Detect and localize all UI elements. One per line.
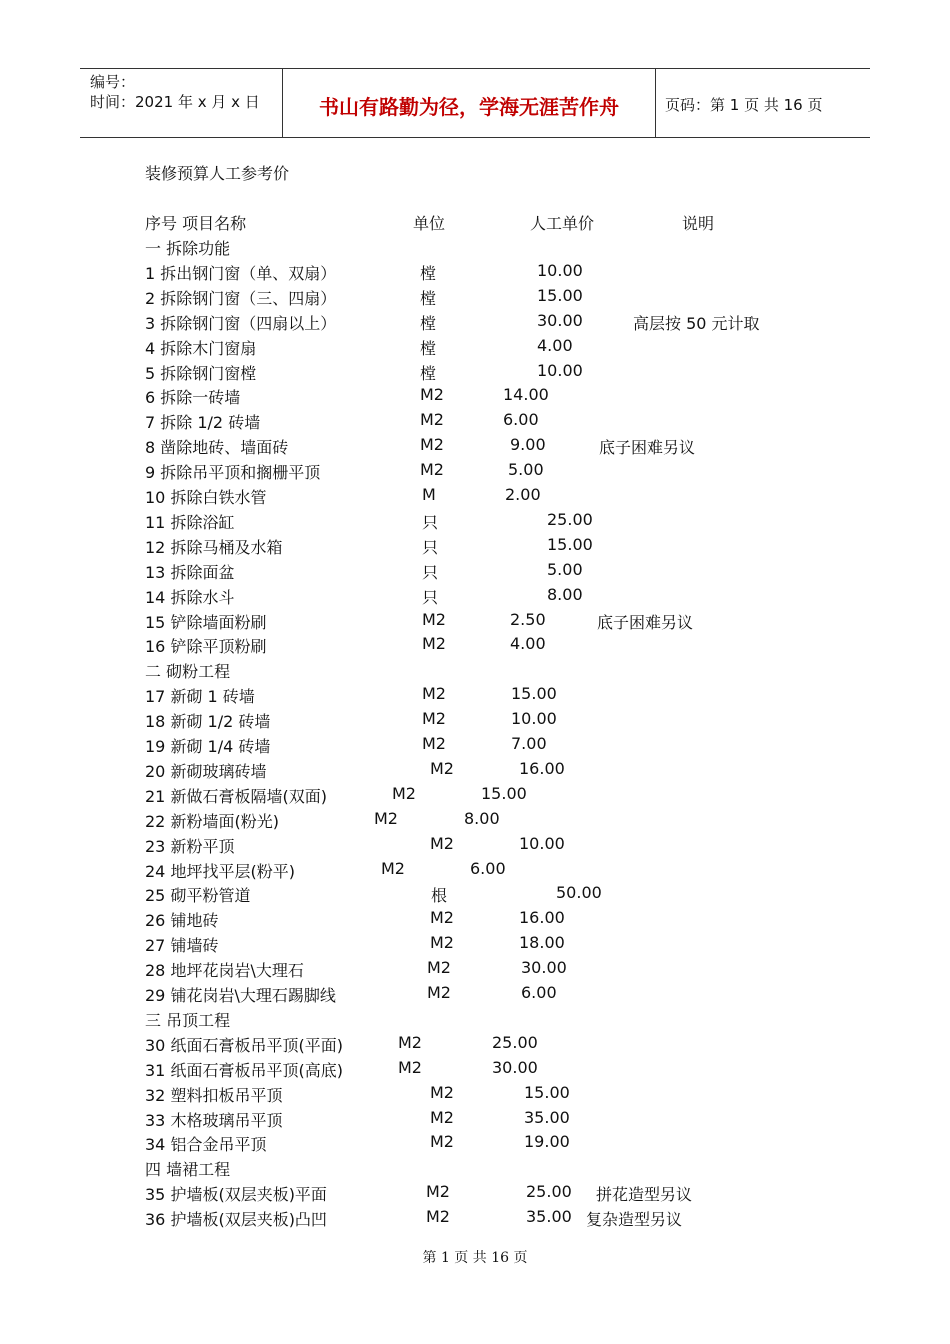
table-row [0, 933, 950, 957]
table-row [0, 1182, 950, 1206]
table-row [0, 560, 950, 584]
table-row [0, 684, 950, 708]
item-price: 16.00 [519, 908, 565, 928]
item-name: 34 铝合金吊平顶 [145, 1135, 267, 1155]
item-unit: M2 [392, 783, 416, 803]
item-price: 15.00 [481, 783, 527, 803]
col-seq-name: 序号 项目名称 [145, 214, 247, 233]
table-row [0, 709, 950, 733]
table-row [0, 634, 950, 658]
col-note: 说明 [682, 214, 715, 233]
table-row [0, 1058, 950, 1082]
table-row [0, 286, 950, 310]
item-unit: M2 [426, 1207, 450, 1227]
item-unit: M2 [398, 1032, 422, 1052]
item-name: 4 拆除木门窗扇 [145, 338, 257, 358]
table-row [0, 585, 950, 609]
item-unit: 樘 [420, 263, 437, 283]
table-row [0, 734, 950, 758]
col-price: 人工单价 [530, 214, 595, 233]
item-unit: M2 [420, 385, 444, 405]
item-name: 24 地坪找平层(粉平) [145, 861, 295, 881]
item-name: 28 地坪花岗岩\大理石 [145, 961, 304, 981]
item-unit: M2 [430, 908, 454, 928]
header-page-label: 页码：第 1 页 共 16 页 [665, 96, 823, 114]
item-price: 4.00 [537, 335, 573, 355]
table-row [0, 336, 950, 360]
item-unit: M2 [427, 983, 451, 1002]
item-note: 高层按 50 元计取 [633, 313, 760, 333]
item-price: 30.00 [521, 958, 567, 978]
item-name: 15 铲除墙面粉刷 [145, 612, 267, 632]
item-price: 30.00 [492, 1057, 538, 1077]
item-price: 9.00 [510, 435, 546, 455]
item-unit: M2 [430, 1132, 454, 1152]
header-motto-cell [282, 69, 656, 137]
col-unit: 单位 [413, 214, 446, 233]
item-unit: M2 [430, 758, 454, 778]
item-unit: M2 [398, 1057, 422, 1077]
item-name: 7 拆除 1/2 砖墙 [145, 413, 261, 433]
item-unit: 只 [422, 587, 439, 607]
item-name: 1 拆出钢门窗（单、双扇） [145, 263, 337, 283]
section-title: 一 拆除功能 [145, 239, 231, 258]
item-price: 6.00 [503, 410, 539, 430]
item-note: 拼花造型另议 [596, 1185, 693, 1205]
table-row [0, 435, 950, 459]
item-price: 25.00 [526, 1182, 572, 1202]
table-row [0, 958, 950, 982]
item-unit: M2 [422, 609, 446, 629]
item-price: 15.00 [547, 534, 593, 554]
item-name: 3 拆除钢门窗（四扇以上） [145, 313, 337, 333]
table-row [0, 1033, 950, 1057]
table-row [0, 535, 950, 559]
section-header [0, 1008, 950, 1032]
table-row [0, 510, 950, 534]
table-row [0, 1083, 950, 1107]
item-unit: M2 [430, 1082, 454, 1102]
item-name: 26 铺地砖 [145, 911, 219, 931]
section-header [0, 659, 950, 683]
item-unit: M2 [430, 833, 454, 853]
item-price: 2.00 [505, 485, 541, 504]
item-price: 35.00 [524, 1107, 570, 1127]
item-price: 8.00 [464, 808, 500, 828]
item-name: 33 木格玻璃吊平顶 [145, 1110, 283, 1130]
table-row [0, 1108, 950, 1132]
item-unit: 只 [422, 562, 439, 582]
item-name: 18 新砌 1/2 砖墙 [145, 712, 271, 732]
item-name: 32 塑料扣板吊平顶 [145, 1085, 283, 1105]
item-price: 10.00 [537, 260, 583, 280]
item-name: 20 新砌玻璃砖墙 [145, 761, 267, 781]
table-row [0, 311, 950, 335]
table-row [0, 859, 950, 883]
item-price: 25.00 [547, 509, 593, 529]
item-name: 19 新砌 1/4 砖墙 [145, 737, 271, 756]
item-unit: M2 [422, 734, 446, 753]
section-title: 四 墙裙工程 [145, 1160, 231, 1180]
item-name: 27 铺墙砖 [145, 936, 219, 956]
item-name: 14 拆除水斗 [145, 587, 235, 607]
item-price: 10.00 [537, 360, 583, 380]
item-unit: M2 [422, 634, 446, 654]
table-row [0, 385, 950, 409]
item-name: 12 拆除马桶及水箱 [145, 537, 283, 557]
item-price: 10.00 [511, 709, 557, 729]
item-name: 11 拆除浴缸 [145, 512, 235, 532]
item-unit: 根 [431, 886, 448, 906]
table-row [0, 1207, 950, 1231]
item-unit: M2 [427, 958, 451, 978]
item-price: 4.00 [510, 634, 546, 654]
item-price: 6.00 [521, 983, 557, 1002]
item-price: 18.00 [519, 933, 565, 953]
item-unit: M2 [374, 808, 398, 828]
item-price: 25.00 [492, 1032, 538, 1052]
item-note: 底子困难另议 [599, 438, 696, 458]
item-name: 29 铺花岗岩\大理石踢脚线 [145, 986, 336, 1005]
section-header [0, 1157, 950, 1181]
table-row [0, 809, 950, 833]
item-price: 19.00 [524, 1132, 570, 1152]
item-unit: M2 [430, 1107, 454, 1127]
item-price: 5.00 [547, 559, 583, 579]
item-unit: M [422, 485, 436, 504]
table-row [0, 361, 950, 385]
item-unit: M2 [420, 410, 444, 430]
item-name: 31 纸面石膏板吊平顶(高底) [145, 1060, 343, 1080]
item-name: 17 新砌 1 砖墙 [145, 687, 255, 707]
item-unit: M2 [420, 460, 444, 480]
item-unit: M2 [426, 1182, 450, 1202]
table-row [0, 261, 950, 285]
section-title: 二 砌粉工程 [145, 662, 231, 682]
item-price: 14.00 [503, 385, 549, 405]
item-price: 15.00 [524, 1082, 570, 1102]
item-price: 16.00 [519, 758, 565, 778]
motto-text: 书山有路勤为径，学海无涯苦作舟 [319, 95, 619, 119]
item-name: 10 拆除白铁水管 [145, 488, 267, 507]
item-name: 5 拆除钢门窗樘 [145, 363, 257, 383]
item-name: 23 新粉平顶 [145, 836, 235, 856]
item-price: 8.00 [547, 584, 583, 604]
item-unit: 樘 [420, 338, 437, 358]
item-unit: 樘 [420, 288, 437, 308]
header-meta-cell [80, 69, 282, 137]
item-unit: 只 [422, 537, 439, 557]
item-price: 5.00 [508, 460, 544, 480]
item-name: 21 新做石膏板隔墙(双面) [145, 786, 327, 806]
table-row [0, 784, 950, 808]
section-header [0, 236, 950, 260]
item-note: 复杂造型另议 [586, 1210, 683, 1230]
section-title: 三 吊顶工程 [145, 1010, 231, 1030]
serial-label: 编号： [90, 73, 136, 91]
table-row [0, 610, 950, 634]
item-unit: M2 [430, 933, 454, 953]
item-name: 22 新粉墙面(粉光) [145, 811, 279, 831]
document-header [80, 68, 870, 138]
item-unit: M2 [422, 709, 446, 729]
table-row [0, 883, 950, 907]
item-name: 6 拆除一砖墙 [145, 388, 241, 408]
document-title: 装修预算人工参考价 [145, 164, 290, 183]
table-row [0, 908, 950, 932]
item-price: 7.00 [511, 734, 547, 753]
item-note: 底子困难另议 [597, 612, 694, 632]
item-price: 15.00 [511, 684, 557, 704]
item-name: 35 护墙板(双层夹板)平面 [145, 1185, 327, 1205]
item-name: 25 砌平粉管道 [145, 886, 251, 906]
item-unit: M2 [422, 684, 446, 704]
table-row [0, 983, 950, 1007]
item-price: 50.00 [556, 883, 602, 903]
date-label: 时间：2021 年 x 月 x 日 [90, 93, 260, 111]
table-row [0, 410, 950, 434]
item-price: 10.00 [519, 833, 565, 853]
table-row [0, 834, 950, 858]
item-price: 2.50 [510, 609, 546, 629]
item-name: 13 拆除面盆 [145, 562, 235, 582]
table-row [0, 460, 950, 484]
item-price: 15.00 [537, 285, 583, 305]
item-name: 8 凿除地砖、墙面砖 [145, 438, 289, 458]
item-price: 6.00 [470, 858, 506, 878]
item-unit: M2 [420, 435, 444, 455]
table-row [0, 759, 950, 783]
item-unit: 樘 [420, 313, 437, 333]
item-unit: 只 [422, 512, 439, 532]
item-unit: 樘 [420, 363, 437, 383]
item-name: 9 拆除吊平顶和搁栅平顶 [145, 463, 321, 483]
table-row [0, 485, 950, 509]
item-name: 36 护墙板(双层夹板)凸凹 [145, 1210, 327, 1230]
table-row [0, 1132, 950, 1156]
item-unit: M2 [381, 858, 405, 878]
item-name: 2 拆除钢门窗（三、四扇） [145, 288, 337, 308]
header-page-cell [655, 69, 870, 137]
item-price: 30.00 [537, 310, 583, 330]
footer-page-number: 第 1 页 共 16 页 [422, 1250, 528, 1266]
item-name: 16 铲除平顶粉刷 [145, 637, 267, 657]
item-name: 30 纸面石膏板吊平顶(平面) [145, 1035, 343, 1055]
item-price: 35.00 [526, 1207, 572, 1227]
